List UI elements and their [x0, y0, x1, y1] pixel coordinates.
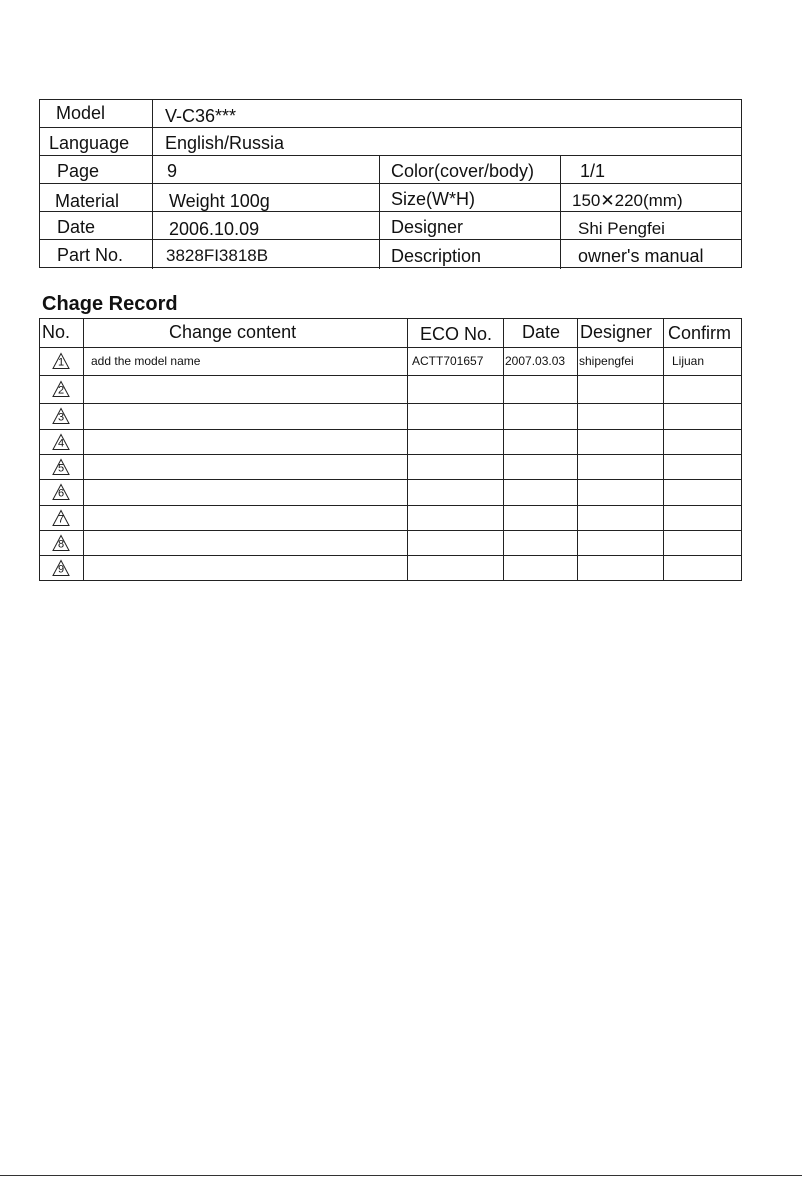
description-value: owner's manual: [578, 246, 704, 266]
language-value: English/Russia: [165, 133, 285, 153]
revision-triangle-icon: [52, 458, 70, 475]
revision-number: 7: [57, 513, 65, 525]
revision-number: 3: [57, 411, 65, 424]
change-date: 2007.03.03: [505, 354, 566, 368]
spec-row-model: [40, 100, 741, 128]
change-record-title: Chage Record: [42, 293, 178, 315]
revision-number: 4: [57, 437, 65, 449]
header-date: Date: [522, 322, 561, 342]
revision-number: 1: [57, 356, 65, 369]
size-label: Size(W*H): [391, 189, 475, 209]
record-row: [40, 347, 741, 375]
header-eco-no: ECO No.: [420, 324, 493, 344]
size-label-cell: [379, 184, 560, 211]
spec-table: [39, 99, 742, 268]
header-designer: Designer: [580, 322, 653, 342]
record-row: [40, 479, 741, 505]
model-label: Model: [56, 103, 106, 123]
designer-value: Shi Pengfei: [578, 219, 665, 238]
revision-triangle-icon: [52, 353, 70, 370]
color-value-cell: [560, 156, 741, 183]
revision-number: 9: [57, 563, 65, 576]
change-confirm: Lijuan: [672, 354, 705, 368]
eco-no: ACTT701657: [412, 354, 484, 368]
designer-value-cell: [560, 212, 741, 239]
date-value: 2006.10.09: [169, 219, 260, 239]
date-value-cell: [152, 212, 379, 239]
language-value-cell: [152, 128, 741, 155]
partno-value: 3828FI3818B: [166, 246, 269, 265]
language-label: Language: [49, 133, 130, 153]
date-label: Date: [57, 217, 96, 237]
page-value: 9: [167, 161, 178, 181]
record-row: [40, 530, 741, 555]
revision-triangle-icon: [52, 534, 70, 551]
color-label-cell: [379, 156, 560, 183]
record-row: [40, 403, 741, 429]
header-change-content: Change content: [169, 322, 297, 342]
revision-number: 5: [57, 462, 65, 474]
spec-row-page: [40, 156, 741, 184]
designer-label: Designer: [391, 217, 464, 237]
model-value-cell: [152, 100, 741, 127]
record-row: [40, 375, 741, 403]
change-designer: shipengfei: [579, 354, 634, 368]
spec-row-partno: [40, 240, 741, 269]
revision-number: 6: [57, 487, 65, 500]
spec-row-date: [40, 212, 741, 240]
page-bottom-rule: [0, 1175, 802, 1176]
partno-label: Part No.: [57, 245, 124, 265]
revision-triangle-icon: [52, 408, 70, 425]
revision-number: 2: [57, 384, 65, 397]
designer-label-cell: [379, 212, 560, 239]
record-row: [40, 454, 741, 479]
description-label-cell: [379, 240, 560, 269]
description-value-cell: [560, 240, 741, 269]
revision-number: 8: [57, 538, 65, 550]
model-value: V-C36***: [165, 106, 237, 126]
material-value-cell: [152, 184, 379, 211]
size-value: 150✕220(mm): [572, 191, 683, 210]
color-value: 1/1: [580, 161, 606, 181]
description-label: Description: [391, 246, 482, 266]
color-label: Color(cover/body): [391, 161, 535, 181]
change-content: add the model name: [91, 354, 201, 368]
record-row: [40, 505, 741, 530]
material-label: Material: [55, 191, 120, 211]
page-value-cell: [152, 156, 379, 183]
partno-value-cell: [152, 240, 379, 269]
spec-row-language: [40, 128, 741, 156]
revision-triangle-icon: [52, 433, 70, 450]
size-value-cell: [560, 184, 741, 211]
material-value: Weight 100g: [169, 191, 270, 211]
header-confirm: Confirm: [668, 323, 732, 343]
record-row: [40, 429, 741, 454]
page-label: Page: [57, 161, 100, 181]
revision-triangle-icon: [52, 560, 70, 577]
spec-row-material: [40, 184, 741, 212]
header-no: No.: [42, 322, 71, 342]
revision-triangle-icon: [52, 509, 70, 526]
revision-triangle-icon: [52, 381, 70, 398]
revision-triangle-icon: [52, 484, 70, 501]
change-record-table: [39, 318, 742, 581]
record-row: [40, 555, 741, 581]
